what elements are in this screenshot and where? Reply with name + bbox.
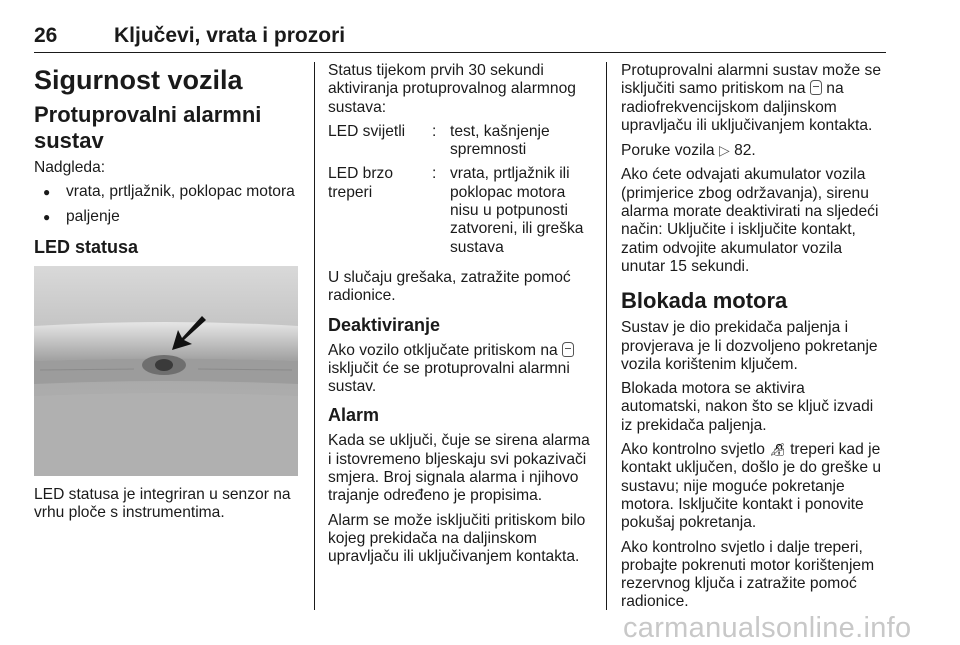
alarm-off-text: Protuprovalni alarmni sustav može se isključiti samo pritiskom na na radiofrekvencijskom daljinskom upravljaču ili uključivanjem kontakta.	[621, 62, 882, 134]
separator: :	[432, 165, 437, 183]
dashboard-led-photo	[34, 266, 298, 476]
alarm-text-2: Alarm se može isključiti pritiskom bilo kojeg prekidača na daljinskom upravljaču ili uključivanjem kontakta.	[328, 511, 586, 566]
immobilizer-heading: Blokada motora	[621, 288, 788, 314]
watermark: carmanualsonline.info	[623, 612, 912, 644]
immobilizer-lamp-icon: 🔏︎	[769, 442, 786, 458]
immobilizer-text-4: Ako kontrolno svjetlo i dalje treperi, probajte pokrenuti motor korištenjem rezervnog ključa i zatražite pomoć radionice.	[621, 538, 875, 611]
fault-text: U slučaju grešaka, zatražite pomoć radionice.	[328, 268, 571, 305]
list-item: ● vrata, prtljažnik, poklopac motora	[34, 183, 304, 201]
led-heading: LED statusa	[34, 236, 139, 257]
separator: :	[432, 122, 437, 140]
monitored-list	[34, 183, 304, 226]
subsection-title: Protuprovalni alarmni sustav	[34, 102, 262, 153]
column-middle	[328, 62, 590, 573]
column-right	[621, 62, 887, 618]
led-status-table	[328, 123, 590, 263]
alarm-heading: Alarm	[328, 405, 380, 426]
column-left	[34, 62, 304, 528]
led-term: LED brzo treperi	[328, 165, 394, 201]
unlock-key-icon	[810, 80, 822, 95]
list-item: ● paljenje	[34, 208, 304, 226]
led-term: LED svijetli	[328, 122, 406, 140]
column-divider	[314, 62, 315, 610]
alarm-text-1: Kada se uključi, čuje se sirena alarma i istovremeno bljeskaju svi pokazivači smjera. Broj signala alarma i njihovo trajanje određeno je propisima.	[328, 432, 590, 505]
column-divider	[606, 62, 607, 610]
deactivation-heading: Deaktiviranje	[328, 314, 441, 335]
status-intro: Status tijekom prvih 30 sekundi aktiviranja protuprovalnog alarmnog sustava:	[328, 62, 576, 116]
vehicle-messages-ref: Poruke vozila ▷ 82.	[621, 142, 756, 160]
deactivation-text: Ako vozilo otključate pritiskom na isključit će se protuprovalni alarmni sustav.	[328, 342, 590, 397]
section-title: Sigurnost vozila	[34, 65, 243, 95]
chapter-title: Ključevi, vrata i prozori	[114, 24, 346, 47]
page-reference-arrow-icon: ▷	[718, 142, 730, 159]
immobilizer-text-3: Ako kontrolno svjetlo 🔏︎ treperi kad je kontakt uključen, došlo je do greške u sustavu; nije moguće pokretanje motora. Isključite kontakt i ponovite pokušaj pokretanja.	[621, 441, 882, 532]
led-description: vrata, prtljažnik ili poklopac motora nisu u potpunosti zatvoreni, ili greška sustava	[450, 165, 584, 256]
page-header	[34, 24, 886, 53]
unlock-key-icon	[562, 342, 574, 357]
led-caption: LED statusa je integriran u senzor na vrhu ploče s instrumentima.	[34, 485, 291, 522]
immobilizer-text-2: Blokada motora se aktivira automatski, nakon što se ključ izvadi iz prekidača paljenja.	[621, 380, 874, 434]
led-description: test, kašnjenje spremnosti	[450, 122, 550, 159]
battery-text: Ako ćete odvajati akumulator vozila (primjerice zbog održavanja), sirenu alarma morate deaktivirati na sljedeći način: Uključite i isključite kontakt, zatim odvojite akumulator vozila unutar 15 sekundi.	[621, 166, 879, 275]
page-number: 26	[34, 24, 58, 47]
immobilizer-text-1: Sustav je dio prekidača paljenja i provjerava je li dozvoljeno pokretanje vozila korištenim ključem.	[621, 319, 878, 373]
nadgleda-label: Nadgleda:	[34, 159, 106, 176]
